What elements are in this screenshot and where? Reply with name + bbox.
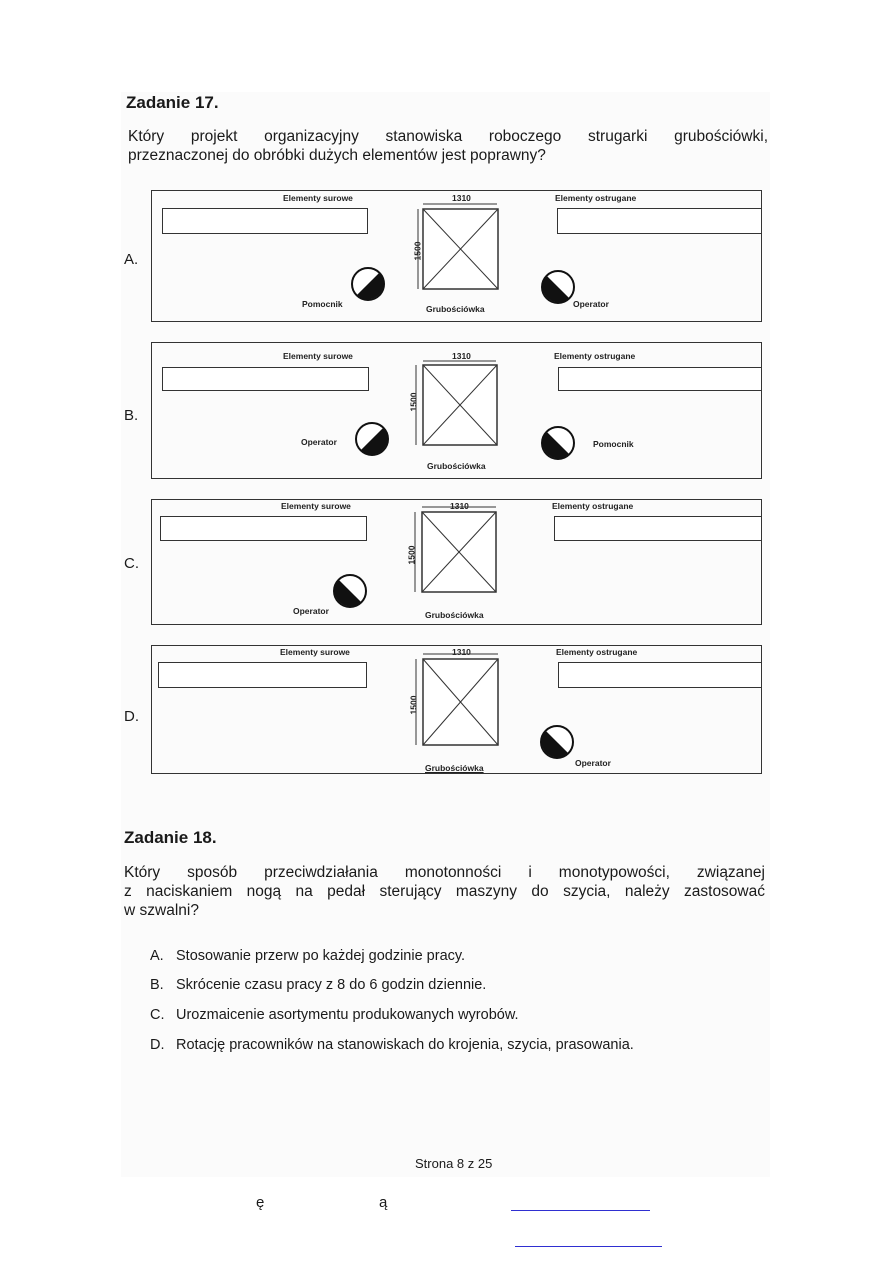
raw-elements-label: Elementy surowe <box>280 647 350 657</box>
planed-elements-table <box>558 367 762 391</box>
planed-elements-label: Elementy ostrugane <box>556 647 638 657</box>
machine-label: Grubościówka <box>425 763 484 773</box>
planed-elements-label: Elementy ostrugane <box>552 501 634 511</box>
worker-left-label: Operator <box>301 437 337 447</box>
option-c-letter: C. <box>124 555 139 572</box>
task17-question-line1: Który projekt organizacyjny stanowiska roboczego strugarki grubościówki, <box>128 128 768 145</box>
footer-char-a: ą <box>379 1194 388 1211</box>
answer-b-letter: B. <box>150 977 164 993</box>
machine-label: Grubościówka <box>425 610 484 620</box>
planed-elements-label: Elementy ostrugane <box>555 193 637 203</box>
task18-question-line2: z naciskaniem nogą na pedał sterujący maszyny do szycia, należy zastosować <box>124 883 765 900</box>
answer-c-text: Urozmaicenie asortymentu produkowanych wyrobów. <box>176 1007 519 1023</box>
worker-icon <box>540 425 576 461</box>
page-number: Strona 8 z 25 <box>415 1156 493 1171</box>
raw-elements-label: Elementy surowe <box>281 501 351 511</box>
machine-width-dimension: 1310 <box>452 351 471 361</box>
planer-machine-outline <box>414 652 504 748</box>
layout-panel-c <box>151 499 762 625</box>
planed-elements-table <box>554 516 762 541</box>
worker-right-label: Pomocnik <box>593 439 634 449</box>
answer-d-text: Rotację pracowników na stanowiskach do krojenia, szycia, prasowania. <box>176 1037 634 1053</box>
worker-left-label: Operator <box>293 606 329 616</box>
answer-d-letter: D. <box>150 1037 165 1053</box>
task18-question-line1: Który sposób przeciwdziałania monotonności i monotypowości, związanej <box>124 864 765 881</box>
planed-elements-table <box>558 662 762 688</box>
answer-c-letter: C. <box>150 1007 165 1023</box>
layout-panel-a <box>151 190 762 322</box>
machine-length-dimension: 1500 <box>408 392 419 412</box>
answer-a-text: Stosowanie przerw po każdej godzinie pracy. <box>176 948 466 964</box>
planed-elements-table <box>557 208 762 234</box>
planer-machine-outline <box>412 505 502 595</box>
footer-char-e: ę <box>256 1194 265 1211</box>
machine-label: Grubościówka <box>426 304 485 314</box>
layout-panel-b <box>151 342 762 479</box>
worker-icon <box>332 573 368 609</box>
worker-right-label: Operator <box>573 299 609 309</box>
raw-elements-table <box>160 516 367 541</box>
worker-icon <box>539 724 575 760</box>
worker-icon <box>540 269 576 305</box>
worker-left-label: Pomocnik <box>302 299 343 309</box>
link-underline[interactable] <box>515 1246 662 1247</box>
option-b-letter: B. <box>124 407 139 424</box>
answer-a-letter: A. <box>150 948 164 964</box>
raw-elements-table <box>162 367 369 391</box>
machine-length-dimension: 1500 <box>406 545 417 565</box>
task18-question-line3: w szwalni? <box>124 902 199 919</box>
worker-icon <box>350 266 386 302</box>
raw-elements-label: Elementy surowe <box>283 193 353 203</box>
option-d-letter: D. <box>124 708 139 725</box>
option-a-letter: A. <box>124 251 139 268</box>
raw-elements-label: Elementy surowe <box>283 351 353 361</box>
planed-elements-label: Elementy ostrugane <box>554 351 636 361</box>
raw-elements-table <box>158 662 367 688</box>
task17-title: Zadanie 17. <box>126 93 219 112</box>
answer-b-text: Skrócenie czasu pracy z 8 do 6 godzin dziennie. <box>176 977 487 993</box>
link-underline[interactable] <box>511 1210 650 1211</box>
machine-length-dimension: 1500 <box>412 241 423 261</box>
raw-elements-table <box>162 208 368 234</box>
machine-width-dimension: 1310 <box>450 501 469 511</box>
layout-panel-d <box>151 645 762 774</box>
machine-width-dimension: 1310 <box>452 193 471 203</box>
machine-length-dimension: 1500 <box>408 695 419 715</box>
task18-title: Zadanie 18. <box>124 828 217 847</box>
planer-machine-outline <box>417 201 505 291</box>
machine-label: Grubościówka <box>427 461 486 471</box>
worker-right-label: Operator <box>575 758 611 768</box>
planer-machine-outline <box>414 359 504 449</box>
machine-width-dimension: 1310 <box>452 647 471 657</box>
task17-question-line2: przeznaczonej do obróbki dużych elementów jest poprawny? <box>128 147 546 164</box>
worker-icon <box>354 421 390 457</box>
